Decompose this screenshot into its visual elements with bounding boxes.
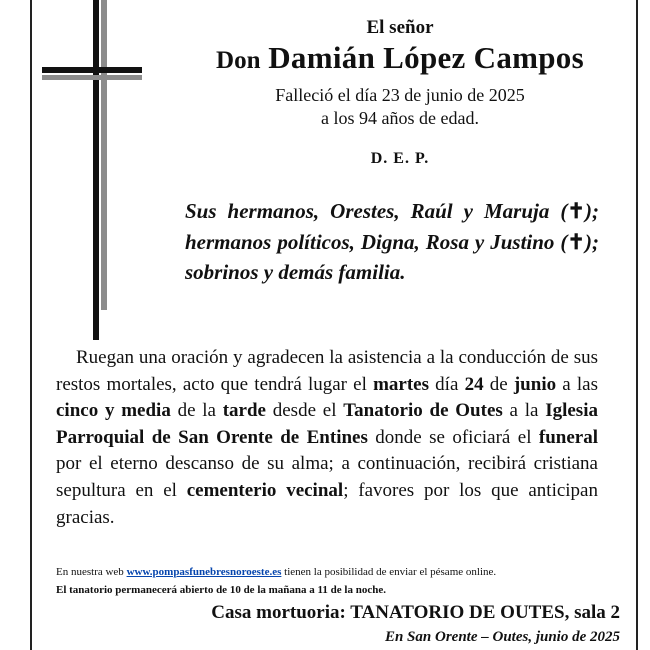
family-text-1: Sus hermanos, Orestes, Raúl y Maruja ( [185, 199, 568, 223]
body-text: a la [502, 400, 546, 422]
honorific: El señor [366, 17, 434, 38]
opening-hours: El tanatorio permanecerá abierto de 10 de la mañana a 11 de la noche. [56, 584, 386, 596]
body-text: donde se oficiará el [367, 426, 539, 448]
body-bold: Iglesia Parroquial de San Orente de Entines [56, 400, 598, 448]
body-bold: tarde [222, 400, 266, 422]
body-bold: cinco y media [56, 400, 171, 422]
body-bold: martes [373, 373, 429, 395]
cross-icon [42, 0, 142, 340]
body-bold: funeral [538, 426, 599, 448]
body-text: ; favores por los que anticipan gracias. [56, 479, 598, 528]
body-text: día [428, 373, 465, 395]
family-paragraph [185, 196, 599, 288]
body-text: de [483, 373, 514, 395]
death-date-line: Falleció el día 23 de junio de 2025 [275, 85, 525, 105]
body-bold: cementerio vecinal [186, 479, 344, 501]
place-date: En San Orente – Outes, junio de 2025 [384, 629, 620, 645]
body-bold: junio [513, 373, 557, 395]
body-text: Ruegan una oración y agradecen la asistencia a la conducción de sus restos mortales, acto que tendrá lugar el [56, 347, 598, 395]
funeral-home: Casa mortuoria: TANATORIO DE OUTES, sala 2 [211, 602, 620, 623]
ceremony-paragraph [56, 345, 598, 531]
web-note [56, 566, 496, 578]
body-text: a las [556, 373, 599, 395]
age-line: a los 94 años de edad. [321, 108, 479, 128]
family-text-2: ); hermanos políticos, Digna, Rosa y Justino ( [185, 199, 599, 254]
body-bold: Tanatorio de Outes [343, 400, 503, 422]
body-bold: 24 [464, 373, 484, 395]
death-info [180, 84, 620, 130]
rip-line: D. E. P. [370, 150, 430, 167]
family-text-3: ); sobrinos y demás familia. [185, 229, 599, 284]
title-prefix: Don [216, 47, 261, 74]
body-text: de la [170, 400, 223, 422]
web-note-text: tienen la posibilidad de enviar el pésame online. [281, 566, 497, 578]
website-link[interactable]: www.pompasfunebresnoroeste.es [126, 566, 282, 578]
web-note-text: En nuestra web [56, 566, 127, 578]
body-text: desde el [266, 400, 344, 422]
deceased-cross-icon: ✝ [567, 229, 585, 254]
body-text: por el eterno descanso de su alma; a continuación, recibirá cristiana sepultura en el [56, 453, 598, 501]
full-name: Damián López Campos [268, 40, 584, 75]
deceased-name [180, 40, 620, 76]
deceased-cross-icon: ✝ [567, 199, 585, 223]
